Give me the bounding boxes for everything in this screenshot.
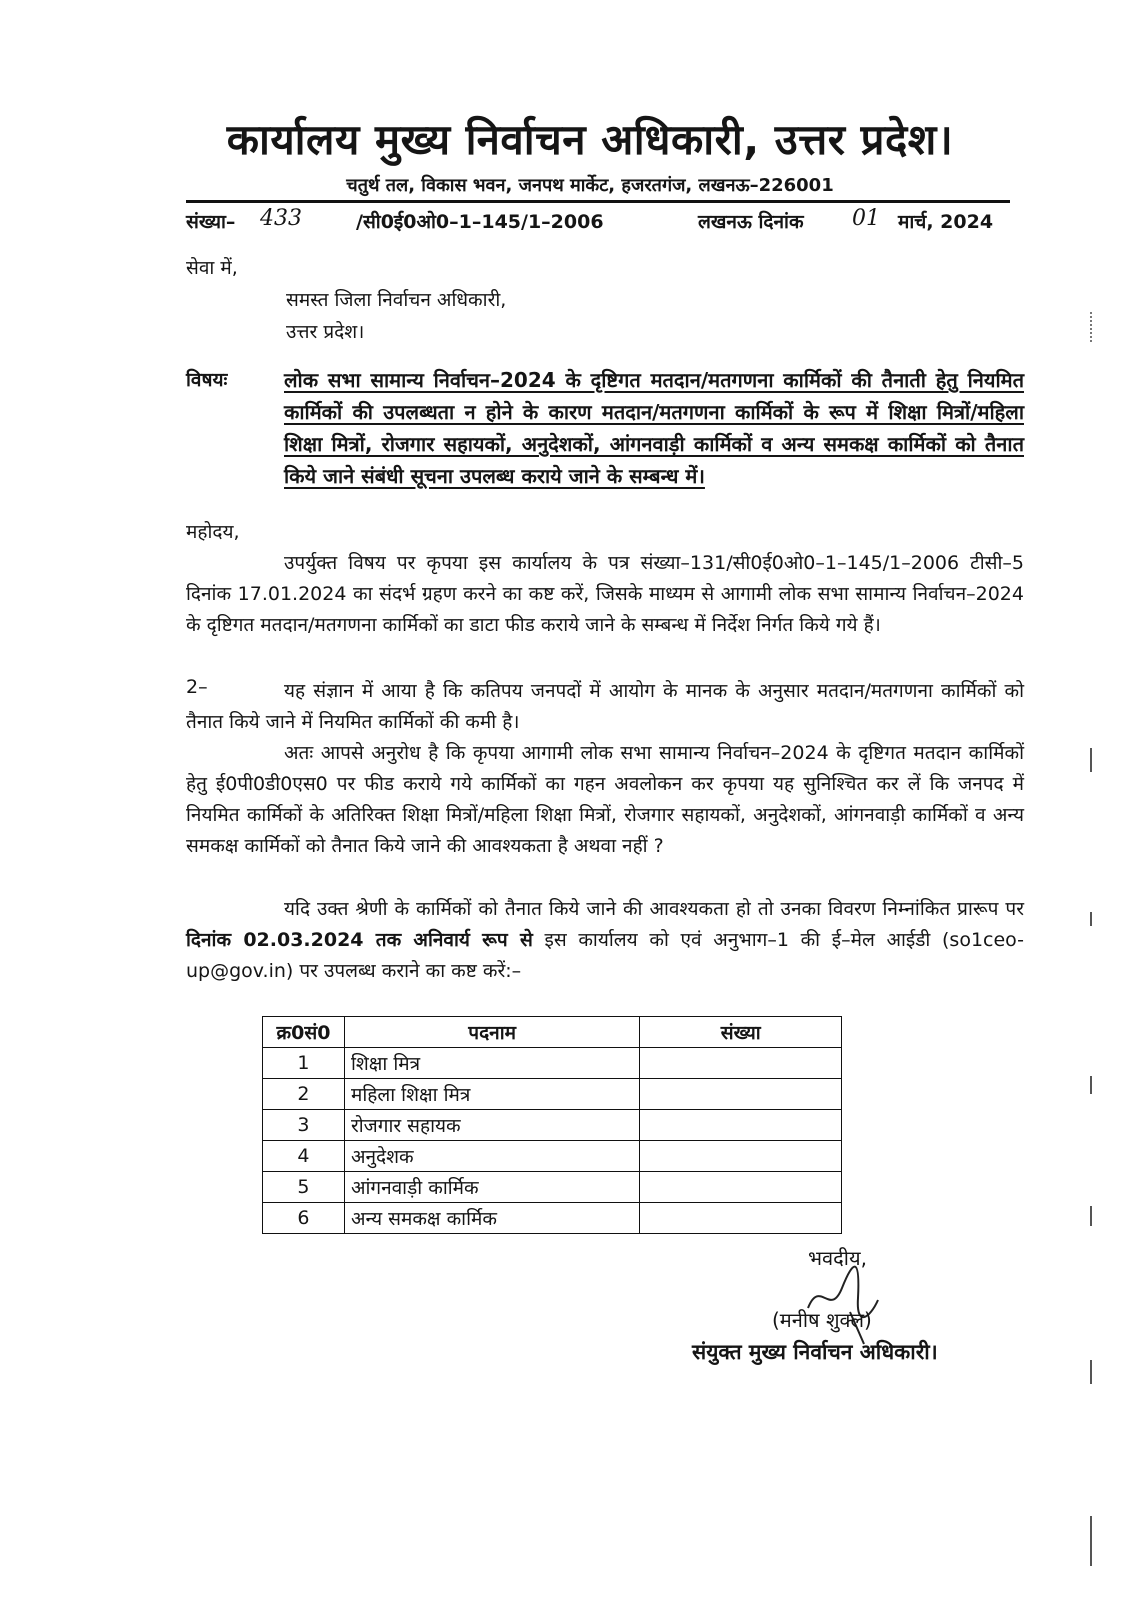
paragraph-4-deadline: दिनांक 02.03.2024 तक अनिवार्य रूप से xyxy=(186,929,533,951)
row-count xyxy=(640,1203,842,1234)
subject-text: लोक सभा सामान्य निर्वाचन–2024 के दृष्टिगत मतदान/मतगणना कार्मिकों की तैनाती हेतु नियमित कार्मिकों की उपलब्धता न होने के कारण मतदान/मतगणना कार्मिकों के रूप में शिक्षा मित्रों/महिला शिक्षा मित्रों, रोजगार सहायकों, अनुदेशकों, आंगनवाड़ी कार्मिकों व अन्य समकक्ष कार्मिकों को तैनात किये जाने संबंधी सूचना उपलब्ध कराये जाने के सम्बन्ध में। xyxy=(284,368,1024,488)
subject-label: विषयः xyxy=(186,369,228,391)
date-day-handwritten: 01 xyxy=(852,206,880,231)
row-post: अनुदेशक xyxy=(344,1141,639,1172)
scan-edge-mark xyxy=(1090,1076,1098,1094)
table-row xyxy=(263,1079,842,1110)
scan-edge-mark xyxy=(1090,748,1098,772)
scan-edge-mark xyxy=(1090,912,1098,926)
row-count xyxy=(640,1141,842,1172)
row-post: शिक्षा मित्र xyxy=(344,1048,639,1079)
signatory-designation: संयुक्त मुख्य निर्वाचन अधिकारी। xyxy=(692,1340,938,1364)
greeting: महोदय, xyxy=(186,521,240,543)
scan-edge-mark xyxy=(1090,312,1098,342)
paragraph-4-end: इस कार्यालय को एवं अनुभाग–1 की ई–मेल आईडी (so1ceo-up@gov.in) पर उपलब्ध कराने का कष्ट करें:– xyxy=(186,929,1024,982)
closing-yours: भवदीय, xyxy=(808,1246,867,1270)
addressee-line-2: उत्तर प्रदेश। xyxy=(286,321,365,343)
table-row xyxy=(263,1203,842,1234)
salutation-to: सेवा में, xyxy=(186,257,238,279)
row-sno: 1 xyxy=(263,1048,345,1079)
row-sno: 3 xyxy=(263,1110,345,1141)
paragraph-1: उपर्युक्त विषय पर कृपया इस कार्यालय के पत्र संख्या–131/सी0ई0ओ0–1–145/1–2006 टीसी–5 दिनांक 17.01.2024 का संदर्भ ग्रहण करने का कष्ट करें, जिसके माध्यम से आगामी लोक सभा सामान्य निर्वाचन–2024 के दृष्टिगत मतदान/मतगणना कार्मिकों का डाटा फीड कराये जाने के सम्बन्ध में निर्देश निर्गत किये गये हैं। xyxy=(186,552,1024,636)
paragraph-2-number: 2– xyxy=(186,676,208,698)
format-table xyxy=(262,1016,842,1234)
addressee-line-1: समस्त जिला निर्वाचन अधिकारी, xyxy=(286,289,507,311)
row-sno: 4 xyxy=(263,1141,345,1172)
paragraph-4 xyxy=(186,894,1024,987)
row-count xyxy=(640,1079,842,1110)
reference-file-code: /सी0ई0ओ0–1–145/1–2006 xyxy=(356,211,604,233)
reference-number-handwritten: 433 xyxy=(260,206,302,231)
row-post: रोजगार सहायक xyxy=(344,1110,639,1141)
header-post: पदनाम xyxy=(344,1017,639,1048)
table-row xyxy=(263,1110,842,1141)
office-address: चतुर्थ तल, विकास भवन, जनपथ मार्केट, हजरतगंज, लखनऊ–226001 xyxy=(346,175,834,196)
table-row xyxy=(263,1172,842,1203)
row-count xyxy=(640,1172,842,1203)
row-post: आंगनवाड़ी कार्मिक xyxy=(344,1172,639,1203)
row-count xyxy=(640,1048,842,1079)
reference-line xyxy=(186,206,1010,236)
scan-edge-mark xyxy=(1090,1516,1098,1566)
row-post: अन्य समकक्ष कार्मिक xyxy=(344,1203,639,1234)
header-count: संख्या xyxy=(640,1017,842,1048)
paragraph-4-start: यदि उक्त श्रेणी के कार्मिकों को तैनात किये जाने की आवश्यकता हो तो उनका विवरण निम्नांकित प्रारूप पर xyxy=(284,898,1024,920)
reference-number-label: संख्या– xyxy=(186,211,236,233)
signatory-name: (मनीष शुक्ल) xyxy=(772,1308,872,1332)
header-sno: क्र0सं0 xyxy=(263,1017,345,1048)
row-sno: 5 xyxy=(263,1172,345,1203)
scan-edge-mark xyxy=(1090,1206,1098,1226)
row-post: महिला शिक्षा मित्र xyxy=(344,1079,639,1110)
row-count xyxy=(640,1110,842,1141)
month-year: मार्च, 2024 xyxy=(898,211,994,233)
row-sno: 2 xyxy=(263,1079,345,1110)
header-rule xyxy=(186,200,1010,203)
office-title: कार्यालय मुख्य निर्वाचन अधिकारी, उत्तर प्रदेश। xyxy=(226,115,954,164)
table-row xyxy=(263,1048,842,1079)
place-date-label: लखनऊ दिनांक xyxy=(698,211,804,233)
table-header-row xyxy=(263,1017,842,1048)
table-row xyxy=(263,1141,842,1172)
paragraph-3: अतः आपसे अनुरोध है कि कृपया आगामी लोक सभा सामान्य निर्वाचन–2024 के दृष्टिगत मतदान कार्मिकों हेतु ई0पी0डी0एस0 पर फीड कराये गये कार्मिकों का गहन अवलोकन कर कृपया यह सुनिश्चित कर लें कि जनपद में नियमित कार्मिकों के अतिरिक्त शिक्षा मित्रों/महिला शिक्षा मित्रों, रोजगार सहायकों, अनुदेशकों, आंगनवाड़ी कार्मिकों व अन्य समकक्ष कार्मिकों को तैनात किये जाने की आवश्यकता है अथवा नहीं ? xyxy=(186,742,1024,857)
scan-edge-mark xyxy=(1090,1360,1098,1384)
paragraph-2: यह संज्ञान में आया है कि कतिपय जनपदों में आयोग के मानक के अनुसार मतदान/मतगणना कार्मिकों को तैनात किये जाने में नियमित कार्मिकों की कमी है। xyxy=(186,680,1024,733)
row-sno: 6 xyxy=(263,1203,345,1234)
